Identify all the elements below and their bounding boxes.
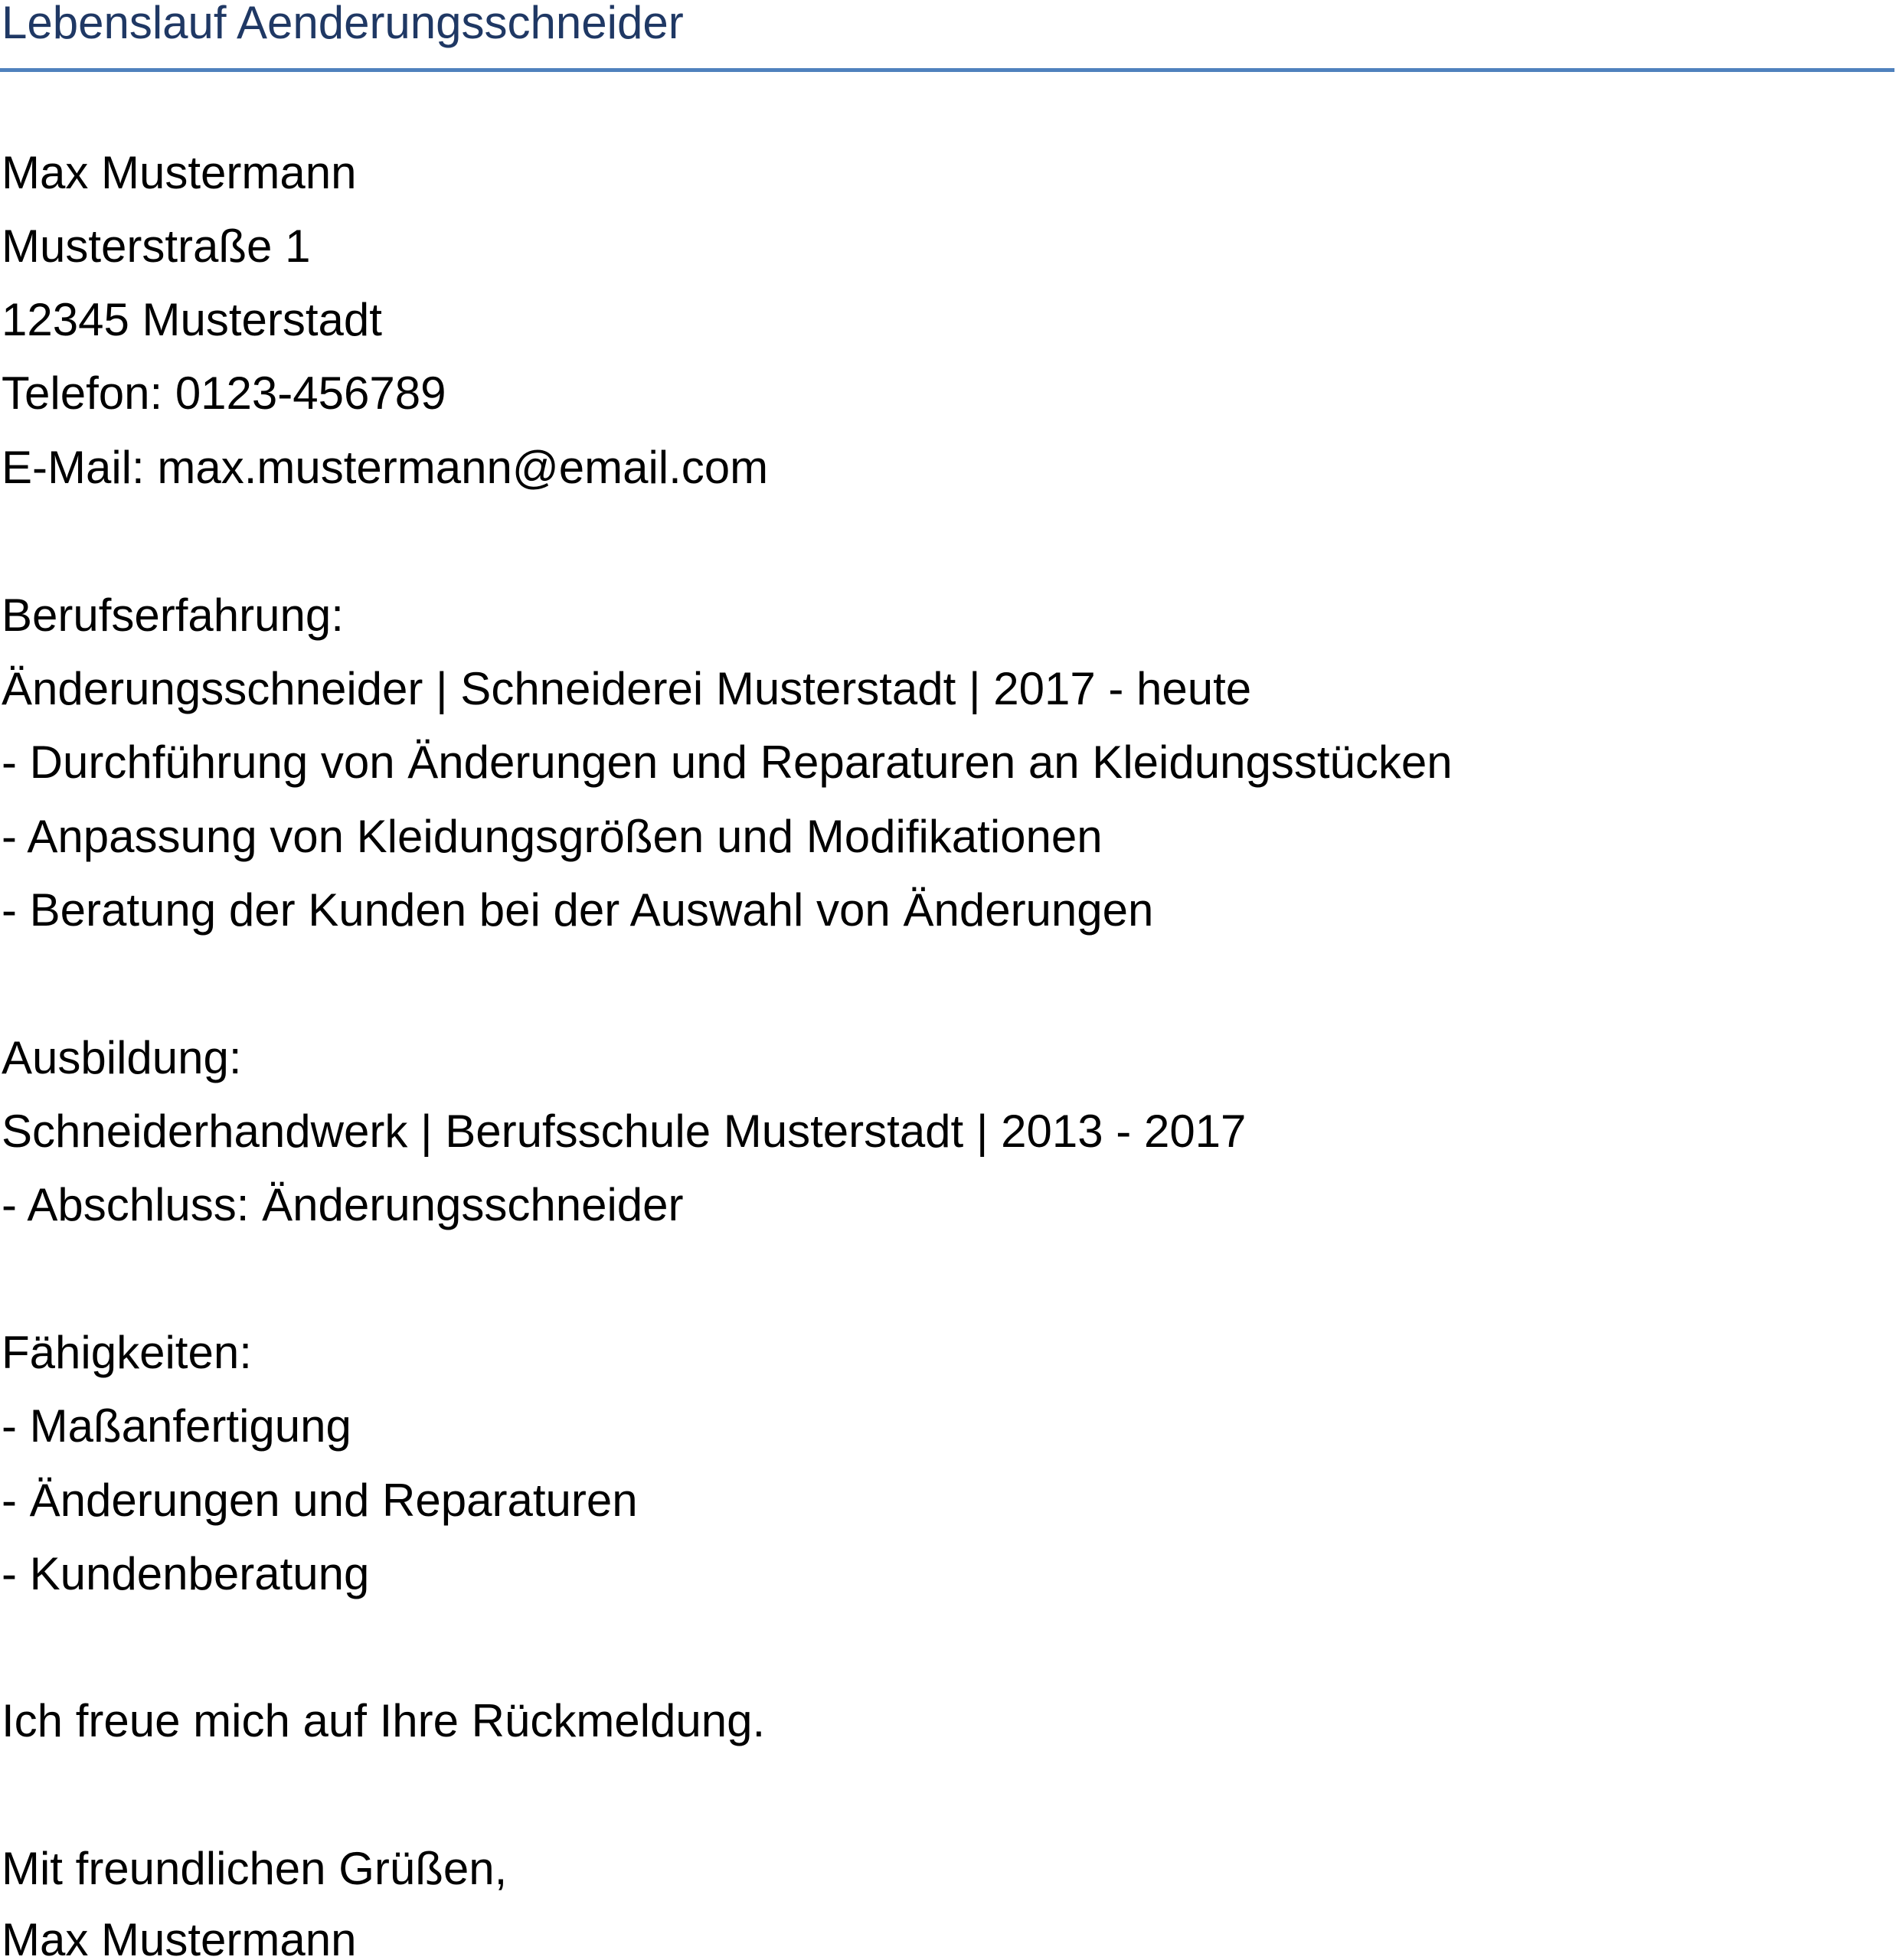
- skill-item: - Änderungen und Reparaturen: [2, 1475, 638, 1526]
- experience-duty: - Anpassung von Kleidungsgrößen und Modifikationen: [2, 811, 1103, 862]
- closing-signature: Max Mustermann: [2, 1914, 357, 1960]
- closing-sentence: Ich freue mich auf Ihre Rückmeldung.: [2, 1695, 766, 1746]
- closing-salutation: Mit freundlichen Grüßen,: [2, 1843, 508, 1894]
- contact-phone: Telefon: 0123-456789: [2, 368, 446, 419]
- skill-item: - Kundenberatung: [2, 1548, 370, 1599]
- experience-position: Änderungsschneider | Schneiderei Musterstadt | 2017 - heute: [2, 663, 1252, 714]
- education-heading: Ausbildung:: [2, 1032, 242, 1083]
- skill-item: - Maßanfertigung: [2, 1400, 351, 1452]
- experience-duty: - Durchführung von Änderungen und Reparaturen an Kleidungsstücken: [2, 737, 1453, 788]
- education-entry: Schneiderhandwerk | Berufsschule Musterstadt | 2013 - 2017: [2, 1106, 1247, 1157]
- skills-heading: Fähigkeiten:: [2, 1327, 252, 1378]
- contact-street: Musterstraße 1: [2, 220, 311, 272]
- document-title: Lebenslauf Aenderungsschneider: [2, 0, 684, 48]
- experience-duty: - Beratung der Kunden bei der Auswahl von Änderungen: [2, 884, 1154, 936]
- experience-heading: Berufserfahrung:: [2, 590, 344, 641]
- title-underline: [0, 68, 1894, 72]
- contact-name: Max Mustermann: [2, 147, 357, 198]
- contact-city: 12345 Musterstadt: [2, 294, 382, 345]
- contact-email: E-Mail: max.mustermann@email.com: [2, 442, 769, 493]
- education-degree: - Abschluss: Änderungsschneider: [2, 1179, 684, 1230]
